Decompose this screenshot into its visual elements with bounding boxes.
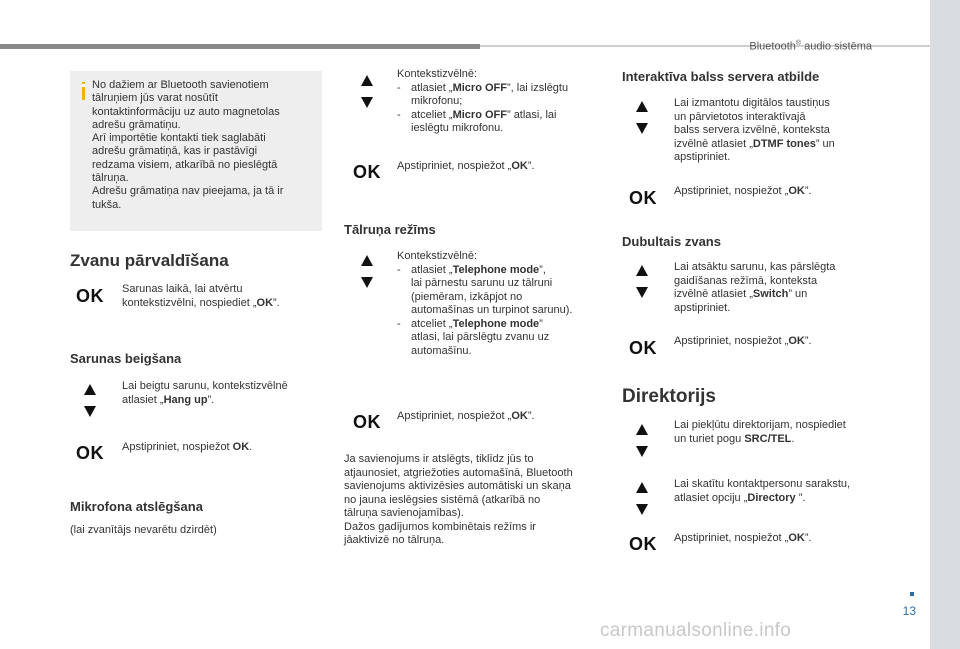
directory-step-2: Lai skatītu kontaktpersonu sarakstu, atlasiet opciju „Directory ”. [674,478,851,504]
mic-context-menu: Kontekstizvēlnē: - atlasiet „Micro OFF”, lai izslēgtu mikrofonu; - atceliet „Micro OFF” atlasi, lai ieslēgtu mikrofonu. [397,68,569,134]
call-end-confirm: Apstipriniet, nospiežot OK. [122,441,253,453]
ok-button-icon: OK [629,534,657,554]
call-management-step: Sarunas laikā, lai atvērtu kontekstizvēlni, nospiediet „OK”. [122,283,280,309]
section-title-mic-mute: Mikrofona atslēgšana [70,499,203,514]
ok-button-icon: OK [76,286,104,306]
up-down-arrows-icon [635,480,649,522]
phone-mode-context-menu: Kontekstizvēlnē: - atlasiet „Telephone mode”, lai pārnestu sarunu uz tālruni (piemēram, izkāpjot no automašīnas un turpinot sarunu). - atceliet „Telephone mode” atlasi, lai pārslēgtu zvanu uz automašīnu. [397,250,573,357]
section-title-phone-mode: Tālruņa režīms [344,222,436,237]
section-title-ivr: Interaktīva balss servera atbilde [622,69,820,84]
page-number: 13 [902,604,916,618]
ok-button-icon: OK [629,338,657,358]
mic-confirm: Apstipriniet, nospiežot „OK”. [397,160,535,172]
header-rule [0,44,480,49]
call-end-step: Lai beigtu sarunu, kontekstizvēlnē atlasiet „Hang up”. [122,380,288,406]
info-icon-dot [82,84,85,87]
up-down-arrows-icon [360,253,374,295]
section-title-call-end: Sarunas beigšana [70,351,182,366]
up-down-arrows-icon [635,263,649,305]
ivr-step: Lai izmantotu digitālos taustiņus un pārvietotos interaktīvajā balss servera izvēlnē, konteksta izvēlnē atlasiet „DTMF tones” un apstipriniet. [674,97,835,163]
directory-confirm: Apstipriniet, nospiežot „OK”. [674,532,812,544]
section-title-double-call: Dubultais zvans [622,234,721,249]
mic-mute-note: (lai zvanītājs nevarētu dzirdēt) [70,524,217,536]
ok-button-icon: OK [629,188,657,208]
directory-step-1: Lai piekļūtu direktorijam, nospiediet un turiet pogu SRC/TEL. [674,419,846,445]
watermark: carmanualsonline.info [600,620,792,641]
info-box-text: No dažiem ar Bluetooth savienotiem tālruņiem jūs varat nosūtīt kontaktinformāciju uz auto magnetolas adrešu grāmatiņu. Arī importētie kontakti tiek saglabāti adrešu grāmatiņā, kas ir pastāvīgi redzama visiem, atkarībā no pieslēgtā tālruņa. Adrešu grāmatiņa nav pieejama, ja tā ir tukša. [92,79,284,211]
double-call-step: Lai atsāktu sarunu, kas pārslēgta gaidīšanas režīmā, konteksta izvēlnē atlasiet „Switch” un apstipriniet. [674,261,836,314]
section-title-directory: Direktorijs [622,386,716,407]
up-down-arrows-icon [635,99,649,141]
page-header-title: Bluetooth® audio sistēma [749,40,872,53]
phone-mode-confirm: Apstipriniet, nospiežot „OK”. [397,410,535,422]
ok-button-icon: OK [76,443,104,463]
ok-button-icon: OK [353,162,381,182]
up-down-arrows-icon [360,73,374,115]
up-down-arrows-icon [83,382,97,424]
ivr-confirm: Apstipriniet, nospiežot „OK”. [674,185,812,197]
section-title-call-management: Zvanu pārvaldīšana [70,251,229,270]
phone-mode-paragraph: Ja savienojums ir atslēgts, tiklīdz jūs to atjaunosiet, atgriežoties automašīnā, Bluetooth savienojums aktivizēsies automātiski un skaņa no jauna ieslēgsies sistēmā (atkarībā no tālruņa savienojamības). Dažos gadījumos kombinētais režīms ir jāaktivizē no tālruņa. [344,453,573,546]
page-marker [910,592,914,596]
up-down-arrows-icon [635,422,649,464]
double-call-confirm: Apstipriniet, nospiežot „OK”. [674,335,812,347]
side-strip [930,0,960,649]
ok-button-icon: OK [353,412,381,432]
